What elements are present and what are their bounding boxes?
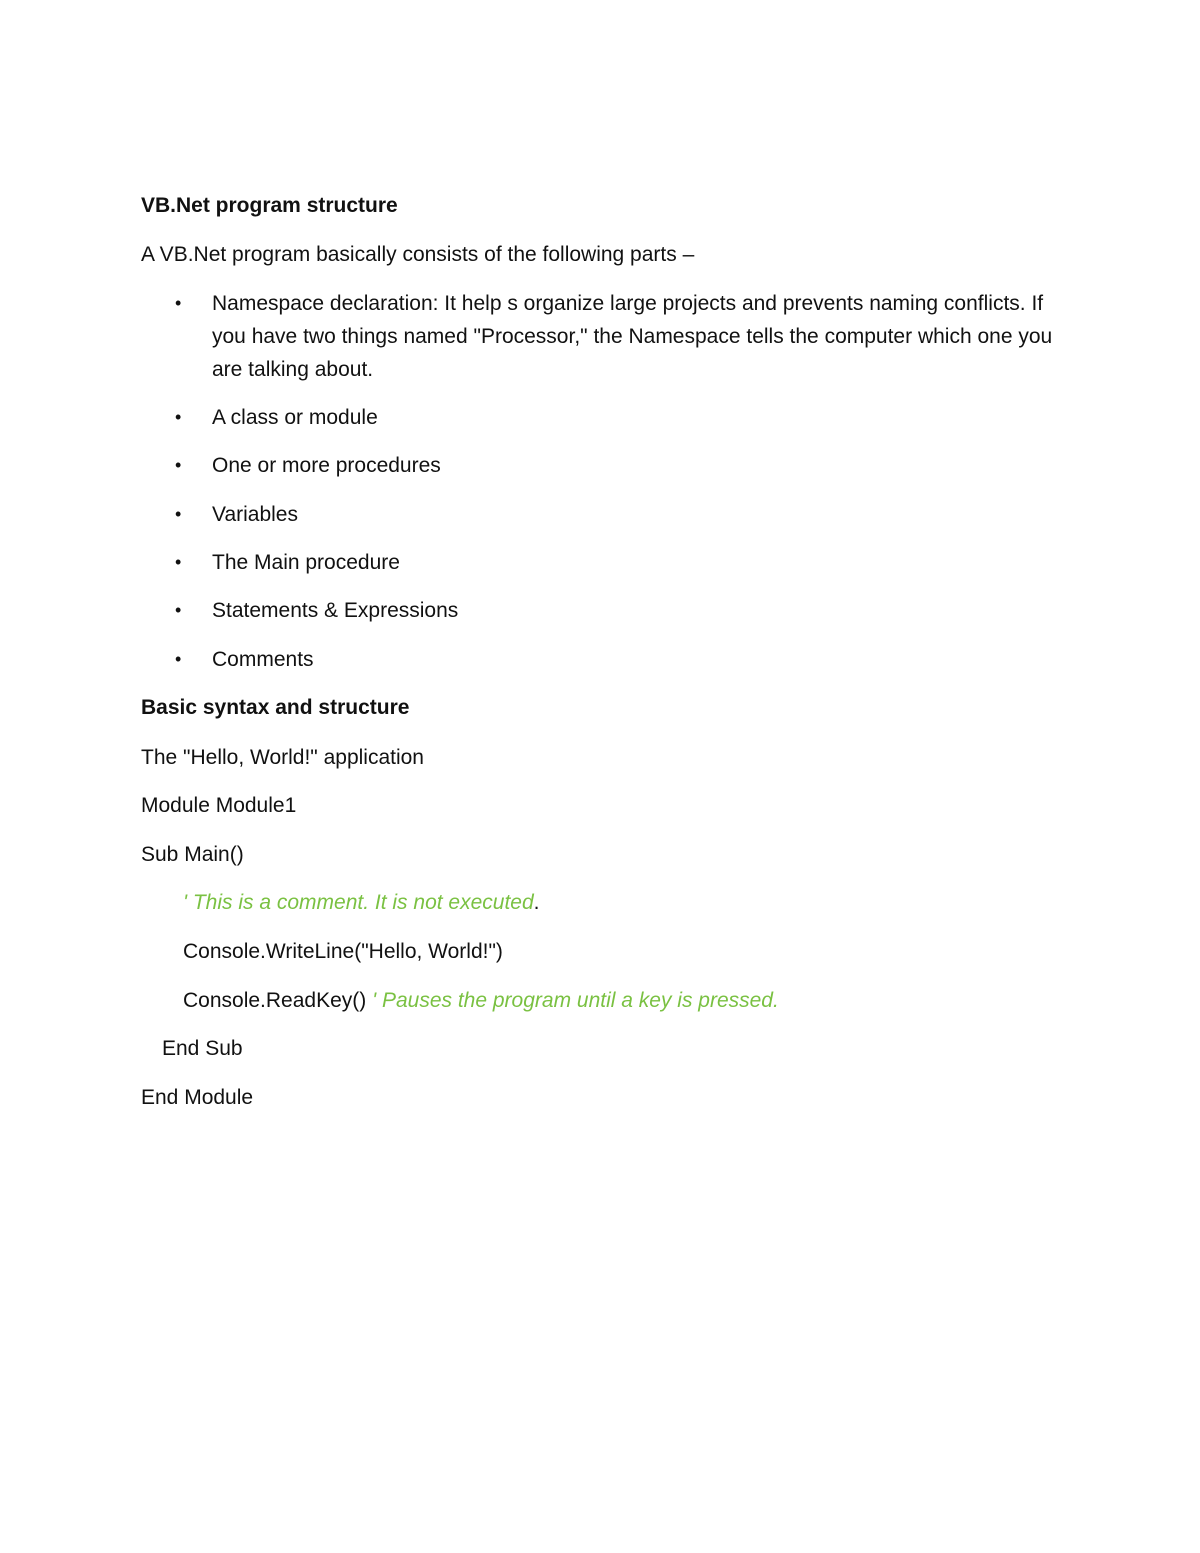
- bullet-marker: •: [175, 552, 182, 572]
- intro-paragraph: A VB.Net program basically consists of the following parts –: [141, 243, 695, 266]
- heading-program-structure: VB.Net program structure: [141, 194, 398, 217]
- code-comment: ' This is a comment. It is not executed: [183, 891, 534, 914]
- list-item-text: Statements & Expressions: [212, 599, 459, 622]
- code-readkey-line: [183, 984, 779, 1017]
- code-comment-line: [183, 886, 540, 919]
- list-item-text: Namespace declaration: It help s organize large projects and prevents naming conflicts. If you have two things named "Processor," the Namespace tells the computer which one you are talking about.: [212, 292, 1053, 381]
- code-comment-period: .: [533, 891, 540, 914]
- list-item-text: Variables: [212, 503, 298, 526]
- bullet-marker: •: [175, 600, 182, 620]
- list-item-text: One or more procedures: [212, 454, 441, 477]
- bullet-marker: •: [175, 455, 182, 475]
- code-writeline: Console.WriteLine("Hello, World!"): [183, 940, 503, 963]
- code-sub-open: Sub Main(): [141, 843, 244, 866]
- bullet-marker: •: [175, 504, 182, 524]
- heading-basic-syntax: Basic syntax and structure: [141, 696, 410, 719]
- list-item-text: Comments: [212, 648, 314, 671]
- code-readkey: Console.ReadKey(): [183, 989, 367, 1012]
- list-item-text: A class or module: [212, 406, 378, 429]
- code-module-close: End Module: [141, 1086, 254, 1109]
- bullet-marker: •: [175, 649, 182, 669]
- bullet-marker: •: [175, 293, 182, 313]
- hello-world-caption: The "Hello, World!" application: [141, 746, 424, 769]
- code-sub-close: End Sub: [162, 1037, 243, 1060]
- list-item-text: The Main procedure: [212, 551, 400, 574]
- code-readkey-comment: ' Pauses the program until a key is pressed.: [372, 989, 779, 1012]
- bullet-marker: •: [175, 407, 182, 427]
- code-module-open: Module Module1: [141, 794, 297, 817]
